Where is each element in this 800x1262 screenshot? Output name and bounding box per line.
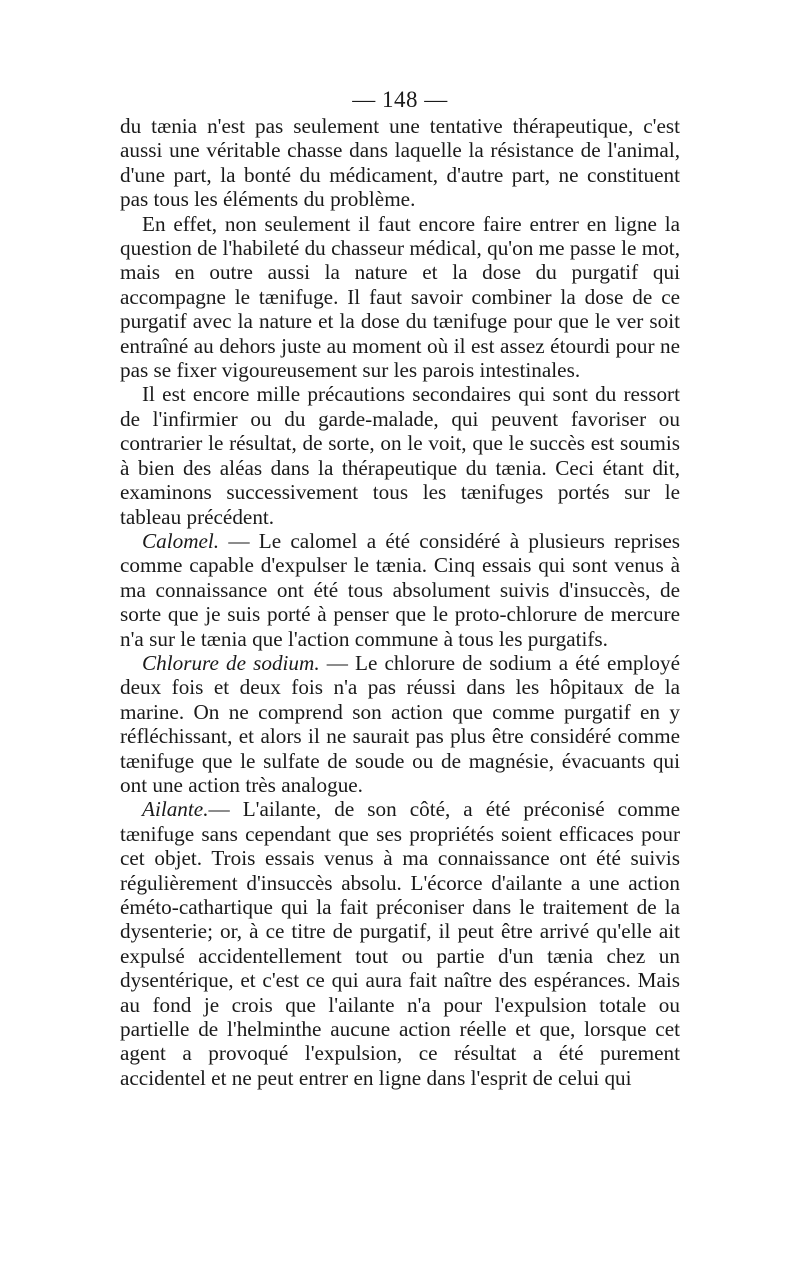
paragraph-text: En effet, non seulement il faut encore faire entrer en ligne la question de l'habileté du chasseur médical, qu'on me passe le mot, mais en outre aussi la nature et la dose du purgatif qui accompagne le tænifuge. Il faut savoir combiner la dose de ce purgatif avec la nature et la dose du tænifuge pour que le ver soit entraîné au dehors juste au moment où il est assez étourdi pour ne pas se fixer vigoureusement sur les parois intestinales.: [120, 211, 680, 383]
page-number: — 148 —: [352, 87, 448, 112]
paragraph-en-effet: [120, 212, 680, 383]
paragraph-precautions: [120, 382, 680, 528]
paragraph-calomel: [120, 529, 680, 651]
paragraph-text: — L'ailante, de son côté, a été préconisé comme tænifuge sans cependant que ses propriétés soient efficaces pour cet objet. Trois essais venus à ma connaissance ont été suivis régulièrement d'insuccès absolu. L'écorce d'ailante a une action éméto-cathartique qui la fait préconiser dans le traitement de la dysenterie; or, à ce titre de purgatif, il peut être arrivé qu'elle ait expulsé accidentellement tout ou partie d'un tænia chez un dysentérique, et c'est ce qui aura fait naître des espérances. Mais au fond je crois que l'ailante n'a pour l'expulsion totale ou partielle de l'helminthe aucune action réelle et que, lorsque cet agent a provoqué l'expulsion, ce résultat a été purement accidentel et ne peut entrer en ligne dans l'esprit de celui qui: [120, 797, 680, 1090]
paragraph-text: — Le calomel a été considéré à plusieurs reprises comme capable d'expulser le tænia. Cinq essais qui sont venus à ma connaissance ont été tous absolument suivis d'insuccès, de sorte que je suis porté à penser que le proto-chlorure de mercure n'a sur le tænia que l'action commune à tous les purgatifs.: [120, 528, 680, 651]
paragraph-continuation: [120, 114, 680, 212]
paragraph-text: — Le chlorure de sodium a été employé deux fois et deux fois n'a pas réussi dans les hôpitaux de la marine. On ne comprend son action que comme purgatif en y réfléchissant, et alors il ne saurait pas plus être considéré comme tænifuge que le sulfate de soude ou de magnésie, évacuants qui ont une action très analogue.: [120, 650, 680, 797]
paragraph-lead-ailante: Ailante.: [142, 797, 209, 822]
body-text: [120, 114, 680, 1090]
paragraph-lead-calomel: Calomel.: [142, 528, 220, 553]
paragraph-chlorure: [120, 651, 680, 797]
paragraph-lead-chlorure: Chlorure de sodium.: [142, 650, 320, 675]
paragraph-ailante: [120, 797, 680, 1090]
paragraph-text: du tænia n'est pas seulement une tentative thérapeutique, c'est aussi une véritable chasse dans laquelle la résistance de l'animal, d'une part, la bonté du médicament, d'autre part, ne constituent pas tous les éléments du problème.: [120, 114, 680, 212]
paragraph-text: Il est encore mille précautions secondaires qui sont du ressort de l'infirmier ou du garde-malade, qui peuvent favoriser ou contrarier le résultat, de sorte, on le voit, que le succès est soumis à bien des aléas dans la thérapeutique du tænia. Ceci étant dit, examinons successivement tous les tænifuges portés sur le tableau précédent.: [120, 382, 680, 529]
